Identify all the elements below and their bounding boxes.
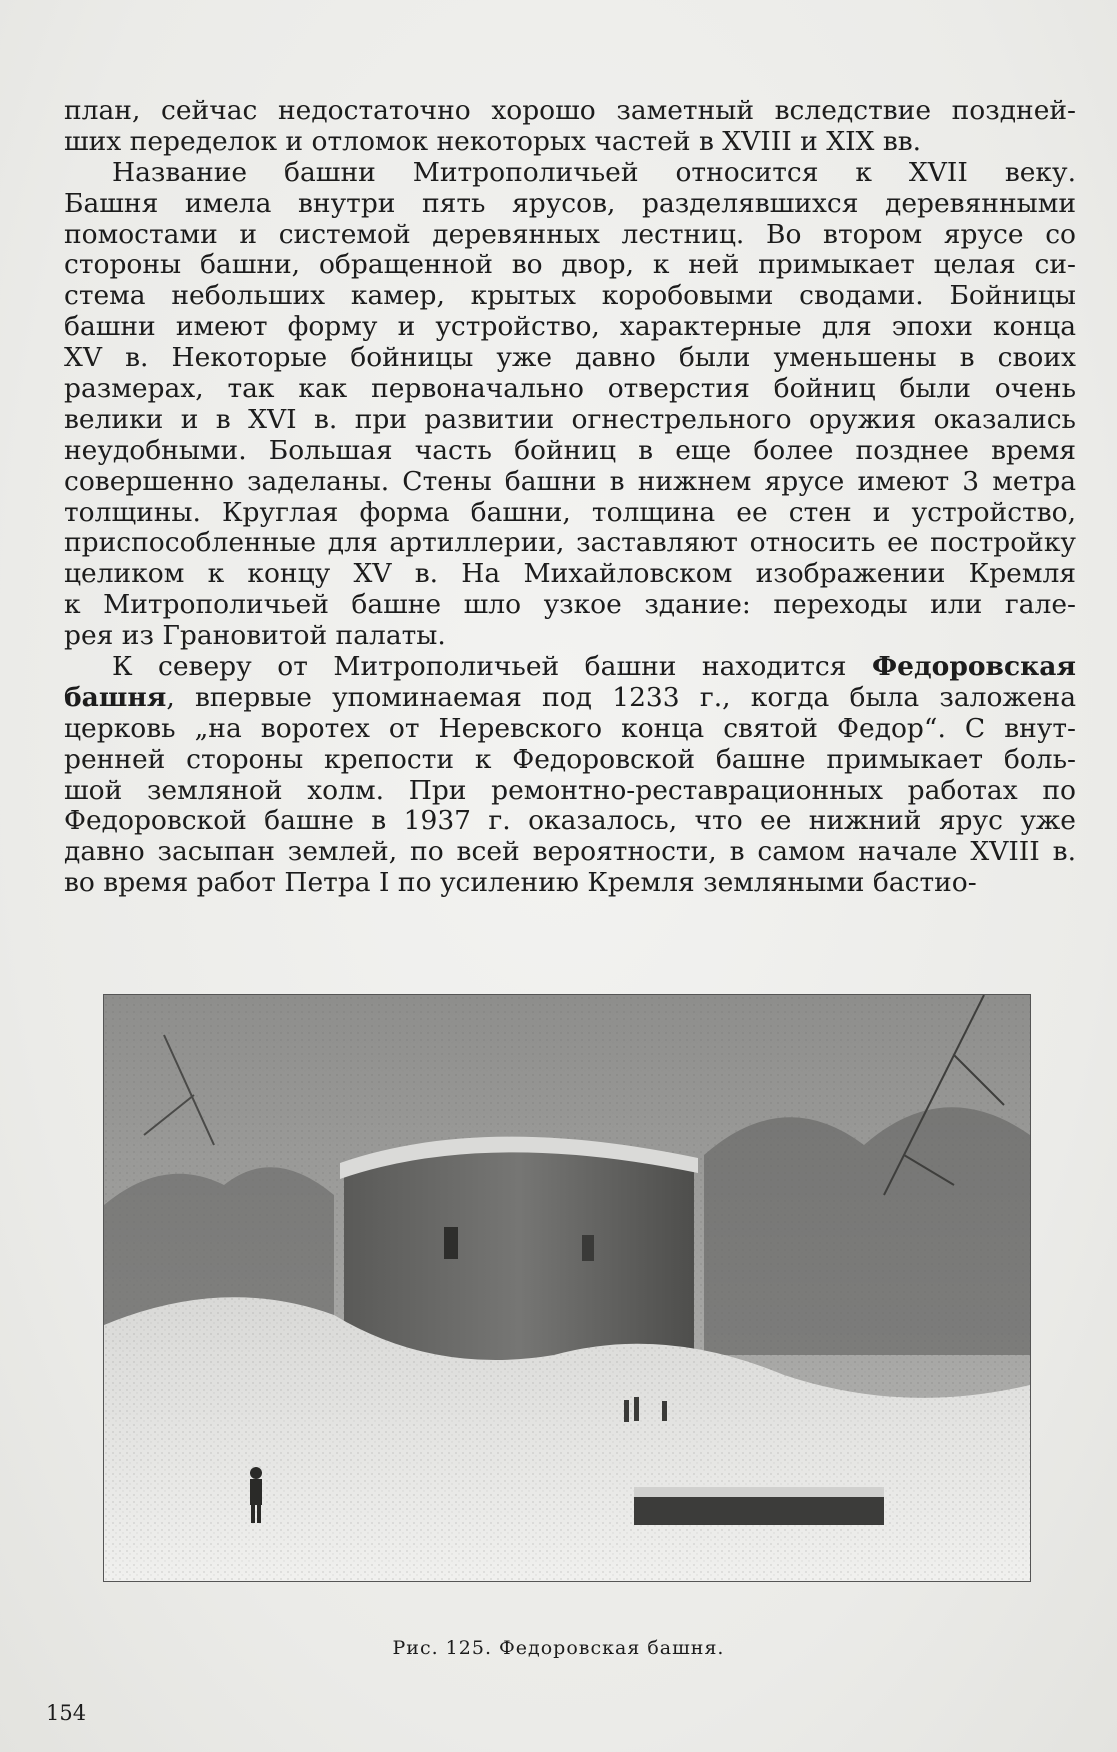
text-line: план, сейчас недостаточно хорошо заметный вследствие поздней-: [64, 95, 1076, 126]
trees-right: [704, 1107, 1030, 1355]
text-line: размерах, так как первоначально отверстия бойниц были очень: [64, 373, 1076, 405]
text-line: приспособленные для артиллерии, заставляют относить ее постройку: [64, 527, 1076, 559]
text-line: стороны башни, обращенной во двор, к ней примыкает целая си-: [64, 249, 1076, 281]
text-line: к Митрополичьей башне шло узкое здание: переходы или гале-: [64, 589, 1076, 621]
paragraph-1: [64, 96, 1076, 158]
text-line: ренней стороны крепости к Федоровской башне примыкает боль-: [64, 743, 1076, 775]
text-line: [64, 683, 1076, 714]
text-line: неудобными. Большая часть бойниц в еще более позднее время: [64, 434, 1076, 466]
text-line: целиком к концу XV в. На Михайловском изображении Кремля: [64, 558, 1076, 590]
paragraph-2: [64, 158, 1076, 652]
text-line: стема небольших камер, крытых коробовыми сводами. Бойницы: [64, 280, 1076, 312]
text-line: Название башни Митрополичьей относится к XVII веку.: [112, 156, 1076, 188]
text-line: церковь „на воротех от Неревского конца святой Федор“. С внут-: [64, 712, 1076, 744]
text-line: [64, 652, 1076, 683]
page-number: 154: [46, 1701, 87, 1725]
body-text: [64, 96, 1076, 899]
text-line: рея из Грановитой палаты.: [64, 620, 446, 652]
text-line: башни имеют форму и устройство, характерные для эпохи конца: [64, 311, 1076, 343]
paragraph-3: [64, 652, 1076, 899]
text-fragment: , впервые упоминаемая под 1233 г., когда была заложена: [166, 681, 1076, 713]
low-wall: [634, 1495, 884, 1525]
text-line: во время работ Петра I по усилению Кремля земляными бастио-: [64, 867, 977, 899]
text-line: давно засыпан землей, по всей вероятности, в самом начале XVIII в.: [64, 836, 1076, 868]
text-line: помостами и системой деревянных лестниц. Во втором ярусе со: [64, 218, 1076, 250]
text-fragment: К северу от Митрополичьей башни находится: [112, 651, 873, 683]
loophole: [444, 1227, 458, 1259]
figure-caption: Рис. 125. Федоровская башня.: [392, 1637, 725, 1659]
loophole: [582, 1235, 594, 1261]
bold-term: Федоровская: [872, 651, 1076, 683]
text-line: велики и в XVI в. при развитии огнестрельного оружия оказались: [64, 403, 1076, 435]
text-line: толщины. Круглая форма башни, толщина ее стен и устройство,: [64, 496, 1076, 528]
tower-illustration: [104, 995, 1030, 1581]
text-line: Федоровской башне в 1937 г. оказалось, что ее нижний ярус уже: [64, 805, 1076, 837]
text-line: шой земляной холм. При ремонтно-реставрационных работах по: [64, 774, 1076, 806]
text-line: Башня имела внутри пять ярусов, разделявшихся деревянными: [64, 187, 1076, 219]
text-line: ших переделок и отломок некоторых частей в XVIII и XIX вв.: [64, 125, 922, 157]
text-line: совершенно заделаны. Стены башни в нижнем ярусе имеют 3 метра: [64, 465, 1076, 497]
fedorovskaya-tower-photo: [103, 994, 1031, 1582]
text-line: XV в. Некоторые бойницы уже давно были уменьшены в своих: [64, 342, 1076, 374]
bold-term: башня: [64, 681, 167, 713]
